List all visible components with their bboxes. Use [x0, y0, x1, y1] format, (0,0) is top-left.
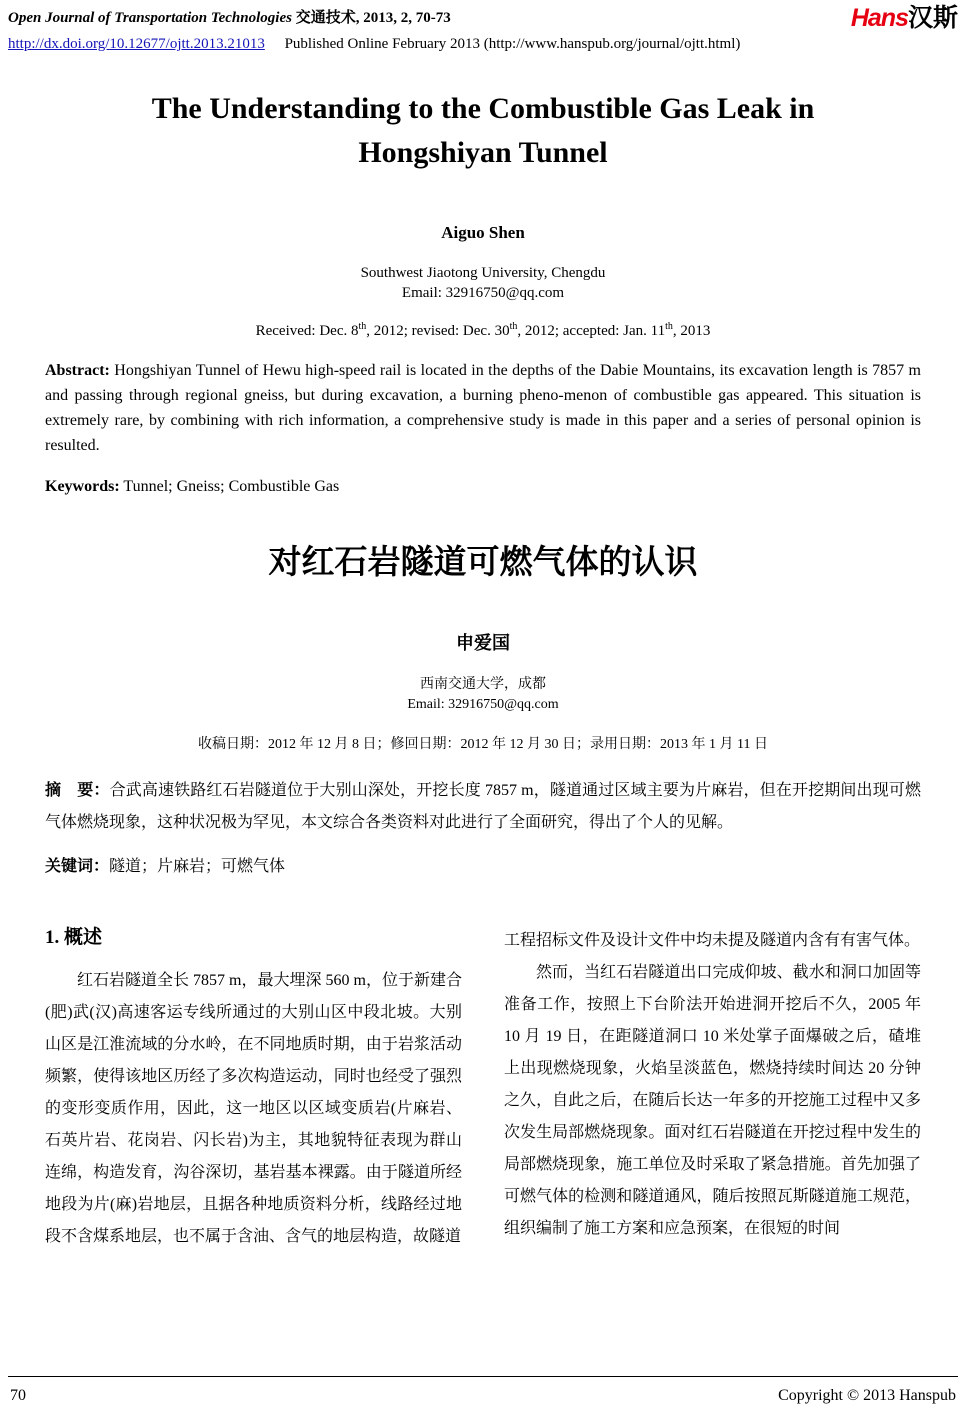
affiliation-cn-line: 西南交通大学，成都	[420, 677, 546, 692]
journal-citation	[8, 6, 451, 27]
received-dates-en	[0, 321, 966, 340]
paper-title-cn: 对红石岩隧道可燃气体的认识	[268, 545, 698, 581]
dates-superscript: th	[358, 321, 367, 332]
author-cn: 申爱国	[456, 633, 510, 653]
paper-title-en	[0, 87, 966, 175]
body-column-right	[504, 925, 921, 1253]
keywords-label-cn: 关键词：	[45, 858, 110, 875]
dates-part: , 2012; accepted: Jan. 11	[517, 323, 666, 339]
dates-part: , 2012; revised: Dec. 30	[366, 323, 510, 339]
published-online-info: Published Online February 2013 (http://www.hanspub.org/journal/ojtt.html)	[284, 36, 741, 52]
dates-part: Received: Dec. 8	[255, 323, 359, 339]
body-column-left	[45, 925, 462, 1253]
right-column-paragraph: 然而，当红石岩隧道出口完成仰坡、截水和洞口加固等准备工作，按照上下台阶法开始进洞开挖后不久，2005 年 10 月 19 日，在距隧道洞口 10 米处掌子面爆破之后，碴堆上出现燃烧现象，火焰呈淡蓝色，燃烧持续时间达 20 分钟之久，自此之后，在随后长达一年多的开挖施工过程中又多次发生局部燃烧现象。面对红石岩隧道在开挖过程中发生的局部燃烧现象，施工单位及时采取了紧急措施。首先加强了可燃气体的检测和隧道通风，随后按照瓦斯隧道施工规范，组织编制了施工方案和应急预案，在很短的时间	[504, 964, 921, 1237]
keywords-en	[45, 478, 921, 496]
dates-superscript: th	[509, 321, 518, 332]
journal-header-row2	[8, 36, 958, 53]
affiliation-cn	[0, 675, 966, 715]
journal-header	[0, 0, 966, 53]
section-1-paragraph: 红石岩隧道全长 7857 m，最大埋深 560 m，位于新建合(肥)武(汉)高速客运专线所通过的大别山区中段北坡。大别山区是江淮流域的分水岭，在不同地质时期，由于岩浆活动频繁，使得该地区历经了多次构造运动，同时也经受了强烈的变形变质作用，因此，这一地区以区域变质岩(片麻岩、石英片岩、花岗岩、闪长岩)为主，其地貌特征表现为群山连绵，构造发育，沟谷深切，基岩基本裸露。由于隧道所经地段为片(麻)岩地层，且据各种地质资料分析，线路经过地段不含煤系地层，也不属于含油、含气的地层构造，故隧道	[45, 972, 462, 1245]
body-columns	[45, 925, 921, 1253]
journal-citation-cn: 交通技术, 2013, 2, 70-73	[295, 10, 451, 26]
dates-part: , 2013	[672, 323, 711, 339]
keywords-label-en: Keywords:	[45, 478, 120, 495]
received-dates-cn: 收稿日期：2012 年 12 月 8 日；修回日期：2012 年 12 月 30 日；录用日期：2013 年 1 月 11 日	[198, 737, 768, 752]
author-email-en: Email: 32916750@qq.com	[401, 285, 565, 301]
journal-header-row1	[8, 6, 958, 31]
dates-superscript: th	[665, 321, 673, 332]
hans-logo-cn-text: 汉斯	[907, 5, 958, 32]
abstract-label-en: Abstract:	[45, 362, 110, 379]
keywords-text-cn: 隧道；片麻岩；可燃气体	[109, 858, 286, 875]
affiliation-en	[0, 263, 966, 303]
keywords-text-en: Tunnel; Gneiss; Combustible Gas	[123, 478, 340, 495]
affiliation-en-line: Southwest Jiaotong University, Chengdu	[360, 265, 606, 281]
hans-logo-text: Hans	[850, 4, 908, 32]
abstract-text-cn: 合武高速铁路红石岩隧道位于大别山深处，开挖长度 7857 m，隧道通过区域主要为片麻岩，但在开挖期间出现可燃气体燃烧现象，这种状况极为罕见，本文综合各类资料对此进行了全面研究，得出了个人的见解。	[45, 782, 921, 831]
abstract-en	[45, 358, 921, 458]
right-column-paragraph-continued: 工程招标文件及设计文件中均未提及隧道内含有有害气体。	[504, 932, 921, 949]
hans-publisher-logo	[851, 6, 958, 31]
journal-title: Open Journal of Transportation Technologies	[8, 10, 292, 26]
page-number: 70	[10, 1387, 26, 1404]
paper-title-en-line1: The Understanding to the Combustible Gas Leak in	[151, 92, 815, 125]
page-footer	[8, 1376, 958, 1405]
keywords-cn	[45, 851, 921, 883]
author-en: Aiguo Shen	[441, 223, 525, 242]
abstract-label-cn: 摘 要：	[45, 782, 110, 799]
abstract-text-en: Hongshiyan Tunnel of Hewu high-speed rail is located in the depths of the Dabie Mountains, its excavation length is 7857 m and passing through regional gneiss, but during excavation, a burning pheno-menon of combustible gas appeared. This situation is extremely rare, by combining with rich information, a comprehensive study is made in this paper and a series of personal opinion is resulted.	[45, 362, 922, 454]
copyright-notice: Copyright © 2013 Hanspub	[778, 1387, 956, 1404]
abstract-cn	[45, 775, 921, 839]
author-email-cn: Email: 32916750@qq.com	[407, 697, 559, 712]
doi-link[interactable]: http://dx.doi.org/10.12677/ojtt.2013.21013	[8, 36, 265, 52]
paper-title-en-line2: Hongshiyan Tunnel	[358, 136, 608, 169]
section-1-heading: 1. 概述	[45, 927, 103, 948]
